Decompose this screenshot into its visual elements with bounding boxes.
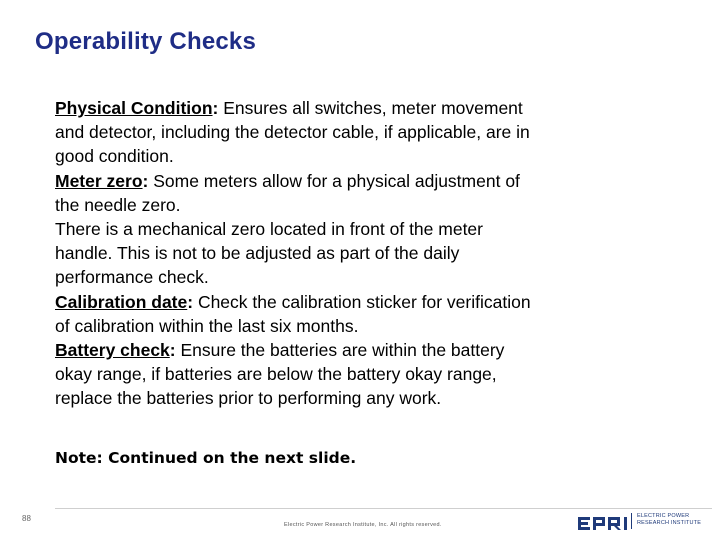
paragraph-text: Ensure the batteries are within the battery okay range, if batteries are below the battery okay range, replace the batteries prior to performing any work.: [55, 340, 505, 409]
term-physical-condition: Physical Condition: [55, 98, 213, 118]
term-colon: :: [142, 170, 149, 191]
paragraph-text: There is a mechanical zero located in front of the meter handle. This is not to be adjusted as part of the daily performance check.: [55, 219, 483, 288]
paragraph-text: Ensures all switches, meter movement and detector, including the detector cable, if applicable, are in good condition.: [55, 98, 530, 167]
footer-divider: [55, 508, 712, 509]
paragraph-meter-zero: [55, 169, 535, 217]
paragraph-text: Some meters allow for a physical adjustment of the needle zero.: [55, 170, 520, 215]
continued-note: Note: Continued on the next slide.: [55, 449, 357, 467]
logo-separator: [631, 513, 632, 529]
paragraph-mechanical-zero: [55, 217, 535, 290]
paragraph-calibration-date: [55, 290, 535, 338]
paragraph-physical-condition: [55, 96, 535, 169]
logo-tagline-line2: RESEARCH INSTITUTE: [637, 520, 702, 526]
copyright-text: Electric Power Research Institute, Inc. All rights reserved.: [284, 522, 442, 528]
logo-tagline: [637, 513, 701, 527]
page-number: 88: [22, 514, 31, 523]
term-colon: :: [169, 340, 176, 361]
body-text: [55, 96, 535, 411]
term-colon: :: [212, 98, 219, 118]
logo-tagline-line1: ELECTRIC POWER: [637, 513, 690, 519]
term-colon: :: [187, 291, 194, 312]
paragraph-battery-check: [55, 338, 535, 411]
slide-title: Operability Checks: [35, 28, 257, 55]
term-meter-zero: Meter zero: [55, 170, 143, 191]
paragraph-text: Check the calibration sticker for verification of calibration within the last six months.: [55, 291, 531, 336]
term-battery-check: Battery check: [55, 340, 170, 361]
term-calibration-date: Calibration date: [55, 291, 188, 312]
